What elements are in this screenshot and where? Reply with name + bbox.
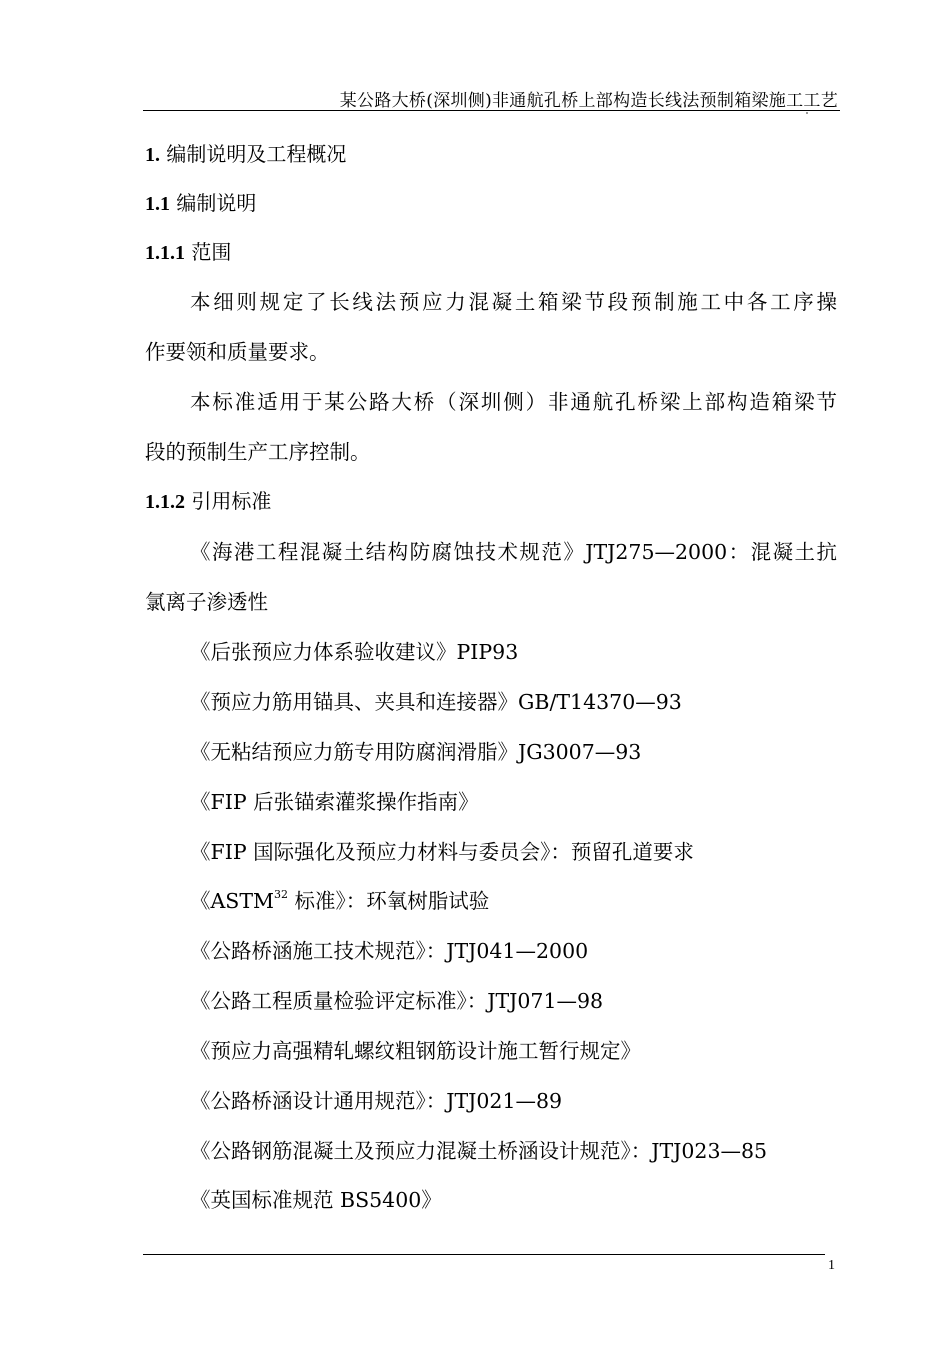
- reference-item: 《预应力筋用锚具、夹具和连接器》GB/T14370—93: [190, 690, 682, 714]
- section-number: 1.1.2: [145, 491, 185, 513]
- header-dot: [806, 112, 808, 114]
- footer-rule: [143, 1254, 825, 1255]
- section-1-1-heading: [145, 187, 256, 216]
- reference-item: 《公路桥涵设计通用规范》：JTJ021—89: [190, 1089, 563, 1113]
- reference-item: 《海港工程混凝土结构防腐蚀技术规范》JTJ275—2000：混凝土抗: [190, 540, 837, 564]
- reference-item: 《公路桥涵施工技术规范》：JTJ041—2000: [190, 939, 589, 963]
- reference-item: [190, 884, 489, 914]
- reference-item: 《无粘结预应力筋专用防腐润滑脂》JG3007—93: [190, 740, 642, 764]
- section-1-1-1-heading: [145, 236, 231, 265]
- superscript: 32: [274, 888, 289, 901]
- reference-item: 《公路工程质量检验评定标准》：JTJ071—98: [190, 989, 604, 1013]
- reference-item: 《公路钢筋混凝土及预应力混凝土桥涵设计规范》：JTJ023—85: [190, 1139, 768, 1163]
- section-1-heading: [145, 138, 346, 167]
- section-number: 1.1.1: [145, 242, 185, 264]
- paragraph-applicability-line-2: 段的预制生产工序控制。: [145, 440, 371, 464]
- reference-item: 《FIP 国际强化及预应力材料与委员会》：预留孔道要求: [190, 840, 694, 864]
- section-title: 编制说明及工程概况: [166, 142, 347, 166]
- header-rule: [143, 110, 840, 111]
- page-number: 1: [828, 1258, 835, 1273]
- paragraph-scope-line-1: 本细则规定了长线法预应力混凝土箱梁节段预制施工中各工序操: [190, 290, 837, 314]
- running-header: 某公路大桥(深圳侧)非通航孔桥上部构造长线法预制箱梁施工工艺: [339, 91, 838, 111]
- section-number: 1.1: [145, 193, 170, 215]
- reference-item: 《FIP 后张锚索灌浆操作指南》: [190, 790, 479, 814]
- section-title: 编制说明: [176, 191, 257, 215]
- reference-item: 《后张预应力体系验收建议》PIP93: [190, 640, 519, 664]
- section-title: 引用标准: [191, 489, 272, 513]
- reference-item: 《英国标准规范 BS5400》: [190, 1188, 442, 1212]
- paragraph-scope-line-2: 作要领和质量要求。: [145, 340, 330, 364]
- paragraph-applicability-line-1: 本标准适用于某公路大桥（深圳侧）非通航孔桥梁上部构造箱梁节: [190, 390, 837, 414]
- section-number: 1.: [145, 144, 160, 166]
- reference-item: 《预应力高强精轧螺纹粗钢筋设计施工暂行规定》: [190, 1039, 641, 1063]
- reference-text: 《ASTM: [190, 889, 275, 913]
- reference-item-continuation: 氯离子渗透性: [145, 590, 268, 614]
- section-1-1-2-heading: [145, 485, 271, 514]
- reference-text: 标准》：环氧树脂试验: [288, 889, 490, 913]
- section-title: 范围: [191, 240, 232, 264]
